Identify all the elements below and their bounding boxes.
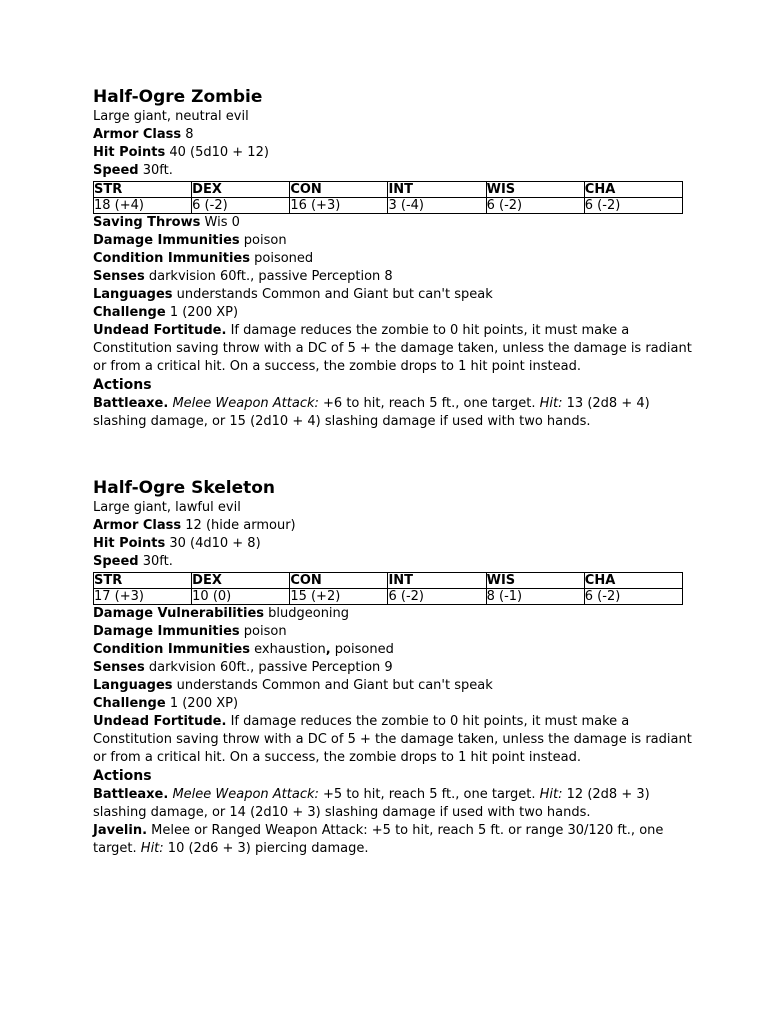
languages-label: Languages [93, 678, 173, 693]
languages [93, 286, 693, 304]
actions-heading: Actions [93, 377, 152, 393]
ability-header: DEX [192, 573, 290, 589]
ability-value: 8 (-1) [486, 589, 584, 605]
ability-header: STR [94, 573, 192, 589]
condition-immunities-value-a: exhaustion [250, 642, 326, 657]
ability-header-row [94, 182, 683, 198]
creature-type: Large giant, lawful evil [93, 500, 241, 515]
ability-header: STR [94, 182, 192, 198]
hit-label: Hit: [539, 396, 563, 411]
condition-immunities-value: poisoned [250, 251, 314, 266]
hit-points-label: Hit Points [93, 145, 166, 160]
senses [93, 268, 693, 286]
languages-label: Languages [93, 287, 173, 302]
action-name: Battleaxe. [93, 396, 169, 411]
trait-undead-fortitude [93, 322, 693, 376]
ability-header: CON [290, 182, 388, 198]
ability-value: 6 (-2) [192, 198, 290, 214]
condition-immunities-comma: , [325, 642, 331, 657]
damage-text: 13 (2d8 + 4) slashing damage, or 15 (2d10 + 4) slashing damage if used with two hands. [93, 396, 650, 429]
damage-vulnerabilities-label: Damage Vulnerabilities [93, 606, 264, 621]
ability-header: WIS [486, 573, 584, 589]
ability-value-row [94, 198, 683, 214]
saving-throws [93, 214, 693, 232]
saving-throws-value: Wis 0 [200, 215, 240, 230]
languages [93, 677, 693, 695]
actions-heading: Actions [93, 768, 152, 784]
challenge-value: 1 (200 XP) [165, 305, 239, 320]
armor-class-value: 8 [181, 127, 194, 142]
senses-label: Senses [93, 660, 145, 675]
ability-header: WIS [486, 182, 584, 198]
challenge-label: Challenge [93, 305, 166, 320]
action-name: Battleaxe. [93, 787, 169, 802]
speed-value: 30ft. [138, 554, 173, 569]
damage-immunities-value: poison [239, 233, 287, 248]
senses-value: darkvision 60ft., passive Perception 9 [144, 660, 393, 675]
damage-vulnerabilities [93, 605, 693, 623]
senses-value: darkvision 60ft., passive Perception 8 [144, 269, 393, 284]
ability-header: INT [388, 182, 486, 198]
damage-vulnerabilities-value: bludgeoning [264, 606, 350, 621]
hit-label: Hit: [140, 841, 164, 856]
ability-value: 6 (-2) [388, 589, 486, 605]
trait-undead-fortitude [93, 713, 693, 767]
creature-name: Half-Ogre Skeleton [93, 478, 276, 498]
ability-value: 6 (-2) [486, 198, 584, 214]
speed-label: Speed [93, 554, 139, 569]
challenge-label: Challenge [93, 696, 166, 711]
ability-table [93, 572, 683, 605]
ability-header: DEX [192, 182, 290, 198]
attack-type: Melee Weapon Attack: [172, 787, 319, 802]
ability-header-row [94, 573, 683, 589]
condition-immunities-label: Condition Immunities [93, 642, 250, 657]
trait-text: If damage reduces the zombie to 0 hit points, it must make a Constitution saving throw with a DC of 5 + the damage taken, unless the damage is radiant or from a critical hit. On a success, the zombie drops to 1 hit point instead. [93, 714, 692, 765]
trait-name: Undead Fortitude. [93, 714, 227, 729]
condition-immunities [93, 250, 693, 268]
languages-value: understands Common and Giant but can't speak [172, 287, 493, 302]
challenge [93, 304, 693, 322]
ability-value: 6 (-2) [584, 589, 682, 605]
senses-label: Senses [93, 269, 145, 284]
ability-value: 10 (0) [192, 589, 290, 605]
creature-name: Half-Ogre Zombie [93, 87, 263, 107]
ability-value: 16 (+3) [290, 198, 388, 214]
speed [93, 162, 693, 180]
speed-label: Speed [93, 163, 139, 178]
stat-block-skeleton [93, 477, 693, 858]
condition-immunities [93, 641, 693, 659]
condition-immunities-value-b: poisoned [330, 642, 394, 657]
attack-type: Melee Weapon Attack: [172, 396, 319, 411]
languages-value: understands Common and Giant but can't speak [172, 678, 493, 693]
speed [93, 553, 693, 571]
ability-header: CHA [584, 182, 682, 198]
ability-header: CON [290, 573, 388, 589]
hit-points [93, 535, 693, 553]
action-battleaxe [93, 395, 693, 431]
damage-immunities-value: poison [239, 624, 287, 639]
ability-value: 18 (+4) [94, 198, 192, 214]
ability-value: 6 (-2) [584, 198, 682, 214]
hit-points-value: 30 (4d10 + 8) [165, 536, 261, 551]
attack-text: +6 to hit, reach 5 ft., one target. [318, 396, 540, 411]
armor-class-value: 12 (hide armour) [181, 518, 296, 533]
damage-text: 12 (2d8 + 3) slashing damage, or 14 (2d10 + 3) slashing damage if used with two hands. [93, 787, 650, 820]
damage-immunities [93, 623, 693, 641]
ability-value-row [94, 589, 683, 605]
damage-text: 10 (2d6 + 3) piercing damage. [163, 841, 369, 856]
action-battleaxe [93, 786, 693, 822]
condition-immunities-label: Condition Immunities [93, 251, 250, 266]
armor-class-label: Armor Class [93, 518, 182, 533]
armor-class [93, 126, 693, 144]
attack-text: Melee or Ranged Weapon Attack: +5 to hit, reach 5 ft. or range 30/120 ft., one target. [93, 823, 664, 856]
hit-label: Hit: [539, 787, 563, 802]
ability-value: 3 (-4) [388, 198, 486, 214]
ability-value: 15 (+2) [290, 589, 388, 605]
ability-header: INT [388, 573, 486, 589]
damage-immunities-label: Damage Immunities [93, 624, 240, 639]
speed-value: 30ft. [138, 163, 173, 178]
hit-points-label: Hit Points [93, 536, 166, 551]
trait-text: If damage reduces the zombie to 0 hit points, it must make a Constitution saving throw with a DC of 5 + the damage taken, unless the damage is radiant or from a critical hit. On a success, the zombie drops to 1 hit point instead. [93, 323, 692, 374]
damage-immunities-label: Damage Immunities [93, 233, 240, 248]
challenge-value: 1 (200 XP) [165, 696, 239, 711]
damage-immunities [93, 232, 693, 250]
hit-points [93, 144, 693, 162]
saving-throws-label: Saving Throws [93, 215, 201, 230]
stat-block-zombie [93, 86, 693, 431]
trait-name: Undead Fortitude. [93, 323, 227, 338]
senses [93, 659, 693, 677]
armor-class-label: Armor Class [93, 127, 182, 142]
hit-points-value: 40 (5d10 + 12) [165, 145, 269, 160]
challenge [93, 695, 693, 713]
ability-table [93, 181, 683, 214]
action-javelin [93, 822, 693, 858]
attack-text: +5 to hit, reach 5 ft., one target. [318, 787, 540, 802]
action-name: Javelin. [93, 823, 148, 838]
ability-value: 17 (+3) [94, 589, 192, 605]
armor-class [93, 517, 693, 535]
ability-header: CHA [584, 573, 682, 589]
creature-type: Large giant, neutral evil [93, 109, 249, 124]
